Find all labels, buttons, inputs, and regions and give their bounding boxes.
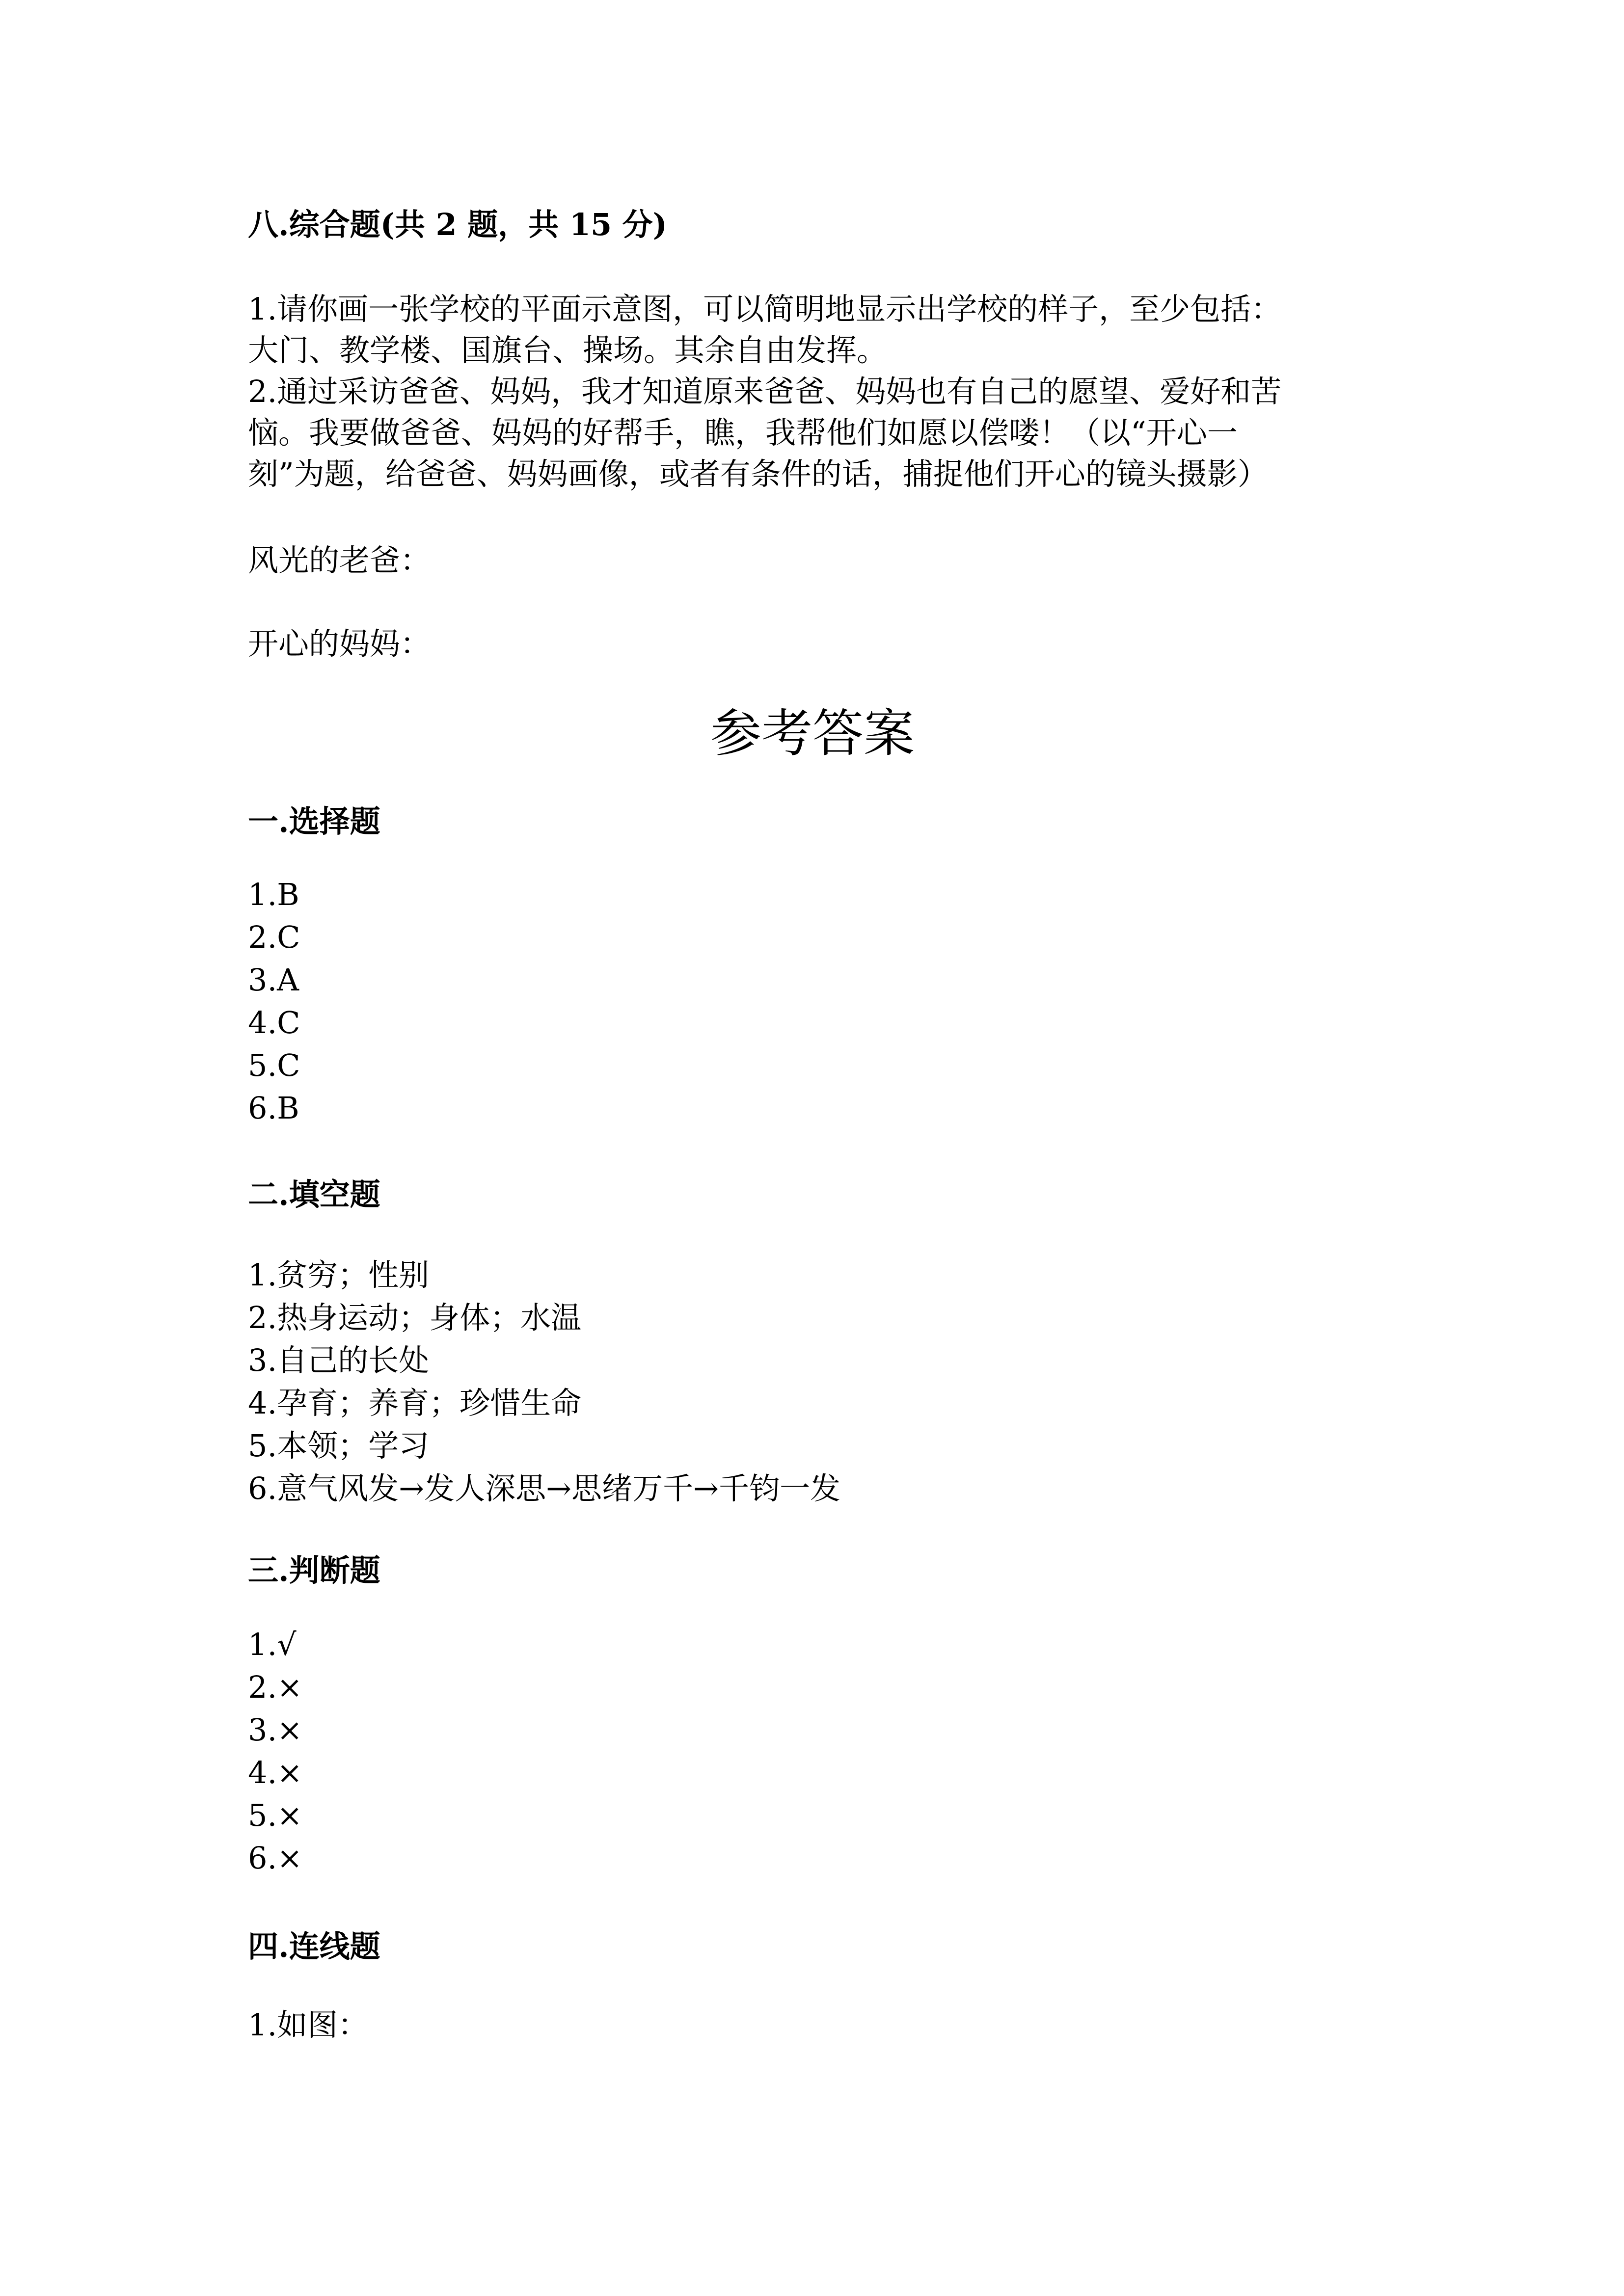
answer-item: 1.如图： [248,2007,369,2043]
section-heading: 八.综合题(共 2 题，共 15 分) [248,207,668,242]
answer-item: 5.C [248,1047,300,1083]
answer-item: 5.× [248,1797,303,1833]
answer-item: 2.C [248,919,300,955]
answer-item: 4.C [248,1005,300,1041]
question-line: 2.通过采访爸爸、妈妈，我才知道原来爸爸、妈妈也有自己的愿望、爱好和苦 [248,374,1282,409]
answer-item: 3.A [248,962,299,998]
section-heading: 二.填空题 [248,1176,380,1212]
answer-item: 6.意气风发→发人深思→思绪万千→千钧一发 [248,1470,841,1506]
question-line: 1.请你画一张学校的平面示意图，可以简明地显示出学校的样子，至少包括： [248,291,1282,327]
section-heading: 三.判断题 [248,1552,380,1588]
mom-label: 开心的妈妈： [248,626,431,662]
dad-label: 风光的老爸： [248,542,431,578]
answer-item: 6.B [248,1090,299,1126]
answer-item: 1.贫穷；性别 [248,1257,430,1293]
answer-item: 1.B [248,877,299,912]
section-heading: 四.连线题 [248,1928,380,1964]
answer-item: 4.× [248,1755,303,1790]
answer-item: 1.√ [248,1627,297,1662]
answer-item: 6.× [248,1840,303,1876]
answer-item: 2.热身运动；身体；水温 [248,1300,582,1335]
question-line: 恼。我要做爸爸、妈妈的好帮手，瞧，我帮他们如愿以偿喽！（以“开心一 [248,415,1238,451]
question-line: 刻”为题，给爸爸、妈妈画像，或者有条件的话，捕捉他们开心的镜头摄影） [248,456,1268,492]
answer-item: 4.孕育；养育；珍惜生命 [248,1385,582,1421]
question-line: 大门、教学楼、国旗台、操场。其余自由发挥。 [248,332,888,368]
answer-item: 3.× [248,1712,303,1748]
answers-title: 参考答案 [710,703,915,763]
answer-item: 5.本领；学习 [248,1428,430,1464]
section-heading: 一.选择题 [248,803,380,839]
answer-item: 2.× [248,1669,303,1705]
answer-item: 3.自己的长处 [248,1342,430,1378]
